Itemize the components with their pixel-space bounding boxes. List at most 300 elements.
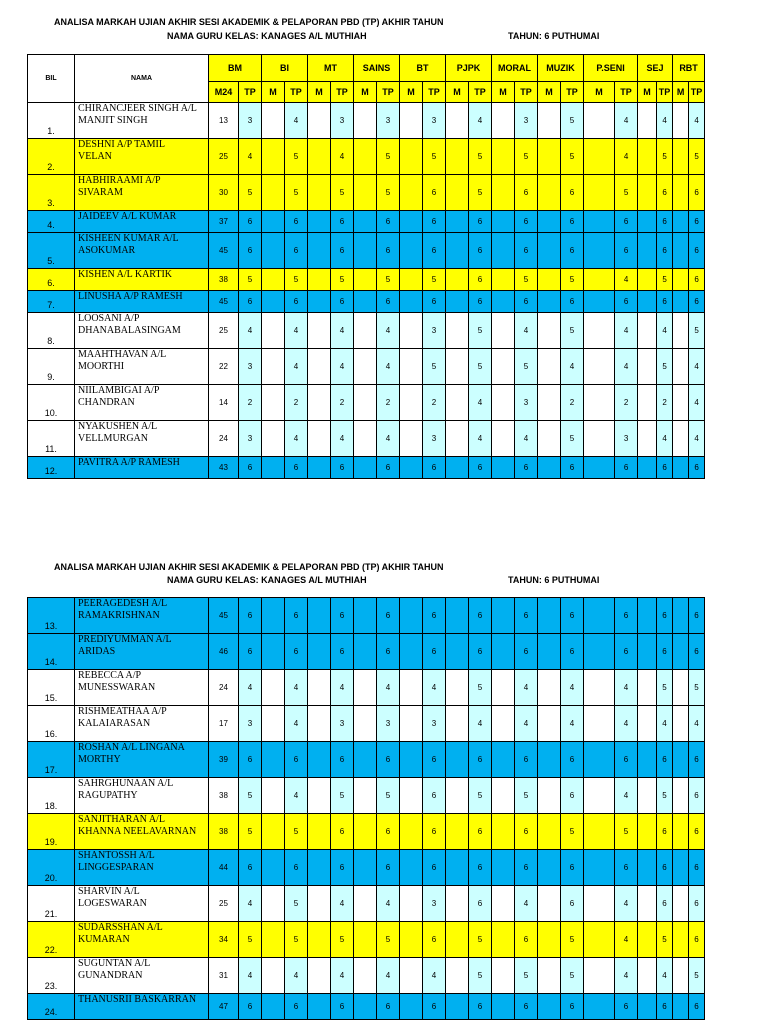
tp-cell: 5	[377, 269, 400, 291]
mark-cell	[446, 291, 469, 313]
mark-cell	[354, 922, 377, 958]
tp-cell: 4	[615, 349, 638, 385]
tp-cell: 5	[689, 313, 705, 349]
mark-cell	[262, 291, 285, 313]
tp-cell: 4	[331, 421, 354, 457]
mark-cell	[492, 706, 515, 742]
tp-cell: 4	[331, 313, 354, 349]
tp-cell: 6	[615, 598, 638, 634]
tp-cell: 6	[377, 994, 400, 1020]
tp-cell: 5	[515, 778, 538, 814]
row-number: 1.	[28, 103, 75, 139]
mark-cell	[673, 103, 689, 139]
tp-cell: 5	[469, 313, 492, 349]
tp-cell: 3	[615, 421, 638, 457]
tp-cell: 6	[515, 814, 538, 850]
tp-cell: 6	[377, 850, 400, 886]
student-row	[28, 175, 705, 211]
mark-cell	[584, 814, 615, 850]
mark-cell	[538, 457, 561, 479]
column-header-mark: M	[354, 82, 377, 103]
mark-cell	[400, 291, 423, 313]
mark-cell	[354, 175, 377, 211]
tp-cell: 6	[423, 598, 446, 634]
tp-cell: 6	[689, 269, 705, 291]
tp-cell: 5	[657, 670, 673, 706]
student-row	[28, 814, 705, 850]
mark-cell	[584, 421, 615, 457]
tp-cell: 5	[515, 958, 538, 994]
mark-cell	[638, 886, 657, 922]
column-header-mark: M	[638, 82, 657, 103]
tp-cell: 6	[689, 742, 705, 778]
tp-cell: 4	[615, 706, 638, 742]
mark-cell	[446, 211, 469, 233]
tp-cell: 6	[689, 922, 705, 958]
column-header-mark: M	[492, 82, 515, 103]
mark-cell	[638, 670, 657, 706]
mark-cell	[446, 814, 469, 850]
mark-cell	[584, 457, 615, 479]
tp-cell: 5	[423, 349, 446, 385]
mark-cell	[673, 269, 689, 291]
student-row	[28, 139, 705, 175]
mark-cell	[584, 778, 615, 814]
mark-cell	[400, 994, 423, 1020]
mark-cell	[638, 291, 657, 313]
tp-cell: 5	[469, 922, 492, 958]
mark-cell: 25	[209, 139, 239, 175]
mark-cell	[584, 742, 615, 778]
tp-cell: 5	[469, 670, 492, 706]
tp-cell: 6	[561, 850, 584, 886]
column-header-nama: NAMA	[75, 55, 209, 103]
mark-cell	[308, 175, 331, 211]
mark-cell	[446, 886, 469, 922]
tp-cell: 5	[561, 103, 584, 139]
tp-cell: 6	[423, 742, 446, 778]
column-header-subject: RBT	[673, 55, 705, 82]
tp-cell: 6	[239, 634, 262, 670]
tp-cell: 5	[615, 814, 638, 850]
tp-cell: 5	[285, 814, 308, 850]
mark-cell	[538, 958, 561, 994]
mark-cell	[354, 103, 377, 139]
student-name: CHIRANCJEER SINGH A/L MANJIT SINGH	[75, 103, 209, 139]
tp-cell: 3	[423, 313, 446, 349]
column-header-tp: TP	[561, 82, 584, 103]
tp-cell: 5	[561, 922, 584, 958]
tp-cell: 4	[377, 421, 400, 457]
tp-cell: 5	[285, 175, 308, 211]
row-number: 8.	[28, 313, 75, 349]
tp-cell: 6	[689, 457, 705, 479]
tp-cell: 4	[285, 670, 308, 706]
mark-cell	[673, 922, 689, 958]
mark-cell	[538, 778, 561, 814]
column-header-subject: BT	[400, 55, 446, 82]
mark-cell: 44	[209, 850, 239, 886]
mark-cell	[354, 457, 377, 479]
mark-cell	[308, 421, 331, 457]
mark-cell	[538, 922, 561, 958]
report-title: ANALISA MARKAH UJIAN AKHIR SESI AKADEMIK & PELAPORAN PBD (TP) AKHIR TAHUN	[54, 562, 444, 572]
mark-cell	[538, 670, 561, 706]
tp-cell: 6	[469, 457, 492, 479]
column-header-tp: TP	[515, 82, 538, 103]
column-header-tp: TP	[469, 82, 492, 103]
student-name: LINUSHA A/P RAMESH	[75, 291, 209, 313]
tp-cell: 4	[657, 421, 673, 457]
tp-cell: 6	[285, 233, 308, 269]
tp-cell: 6	[285, 742, 308, 778]
mark-cell	[308, 706, 331, 742]
student-name: SUDARSSHAN A/L KUMARAN	[75, 922, 209, 958]
tp-cell: 4	[615, 670, 638, 706]
column-header-tp: TP	[423, 82, 446, 103]
mark-cell: 38	[209, 814, 239, 850]
mark-cell	[308, 958, 331, 994]
mark-cell	[262, 814, 285, 850]
mark-cell	[308, 313, 331, 349]
column-header-subject: BI	[262, 55, 308, 82]
tp-cell: 6	[615, 291, 638, 313]
tp-cell: 6	[331, 634, 354, 670]
tp-cell: 6	[657, 291, 673, 313]
mark-cell	[400, 139, 423, 175]
mark-cell	[446, 139, 469, 175]
mark-cell	[584, 958, 615, 994]
mark-cell	[538, 850, 561, 886]
tp-cell: 4	[377, 958, 400, 994]
tp-cell: 2	[561, 385, 584, 421]
mark-cell	[492, 313, 515, 349]
tp-cell: 3	[423, 421, 446, 457]
tp-cell: 6	[561, 886, 584, 922]
mark-cell: 24	[209, 670, 239, 706]
mark-cell	[673, 994, 689, 1020]
mark-cell	[308, 670, 331, 706]
mark-cell	[262, 922, 285, 958]
mark-cell	[262, 385, 285, 421]
mark-cell	[538, 211, 561, 233]
tp-cell: 4	[285, 958, 308, 994]
mark-cell	[673, 385, 689, 421]
mark-cell	[400, 421, 423, 457]
mark-cell	[400, 598, 423, 634]
mark-cell	[262, 706, 285, 742]
tp-cell: 6	[469, 269, 492, 291]
student-name: SHARVIN A/L LOGESWARAN	[75, 886, 209, 922]
mark-cell	[673, 670, 689, 706]
mark-cell	[538, 886, 561, 922]
mark-cell: 46	[209, 634, 239, 670]
mark-cell	[638, 233, 657, 269]
tp-cell: 6	[239, 211, 262, 233]
mark-cell	[673, 421, 689, 457]
tp-cell: 4	[689, 103, 705, 139]
tp-cell: 5	[377, 139, 400, 175]
mark-cell	[538, 139, 561, 175]
mark-cell	[673, 886, 689, 922]
mark-cell	[492, 421, 515, 457]
mark-cell	[446, 598, 469, 634]
student-name: NIILAMBIGAI A/P CHANDRAN	[75, 385, 209, 421]
tp-cell: 6	[285, 291, 308, 313]
tp-cell: 5	[285, 139, 308, 175]
tp-cell: 5	[515, 269, 538, 291]
mark-cell	[492, 850, 515, 886]
mark-cell: 13	[209, 103, 239, 139]
mark-cell: 47	[209, 994, 239, 1020]
tp-cell: 6	[377, 634, 400, 670]
column-header-mark: M	[446, 82, 469, 103]
mark-cell	[538, 994, 561, 1020]
mark-cell: 45	[209, 291, 239, 313]
tp-cell: 6	[561, 994, 584, 1020]
tp-cell: 3	[239, 421, 262, 457]
tp-cell: 6	[239, 598, 262, 634]
tp-cell: 6	[657, 850, 673, 886]
tp-cell: 6	[469, 742, 492, 778]
student-row	[28, 922, 705, 958]
column-header-subject: SEJ	[638, 55, 673, 82]
tp-cell: 4	[285, 349, 308, 385]
tp-cell: 5	[239, 175, 262, 211]
mark-cell	[400, 385, 423, 421]
mark-cell	[673, 349, 689, 385]
mark-cell	[262, 233, 285, 269]
tp-cell: 6	[331, 814, 354, 850]
mark-cell	[638, 850, 657, 886]
tp-cell: 6	[239, 233, 262, 269]
student-name: THANUSRII BASKARRAN	[75, 994, 209, 1020]
tp-cell: 6	[689, 814, 705, 850]
mark-cell	[262, 457, 285, 479]
tp-cell: 4	[285, 778, 308, 814]
tp-cell: 6	[657, 598, 673, 634]
mark-cell	[308, 291, 331, 313]
mark-cell	[638, 313, 657, 349]
tp-cell: 6	[423, 457, 446, 479]
student-name: HABHIRAAMI A/P SIVARAM	[75, 175, 209, 211]
row-number: 9.	[28, 349, 75, 385]
tp-cell: 4	[515, 670, 538, 706]
row-number: 4.	[28, 211, 75, 233]
tp-cell: 6	[469, 598, 492, 634]
mark-cell	[638, 103, 657, 139]
tp-cell: 6	[689, 598, 705, 634]
mark-cell: 38	[209, 269, 239, 291]
student-name: SANJITHARAN A/L KHANNA NEELAVARNAN	[75, 814, 209, 850]
tp-cell: 4	[689, 706, 705, 742]
tp-cell: 6	[657, 814, 673, 850]
tp-cell: 4	[615, 313, 638, 349]
mark-cell	[492, 103, 515, 139]
column-header-subject: MT	[308, 55, 354, 82]
tp-cell: 2	[377, 385, 400, 421]
mark-cell	[262, 211, 285, 233]
tp-cell: 4	[469, 706, 492, 742]
mark-cell	[638, 994, 657, 1020]
tp-cell: 6	[561, 233, 584, 269]
mark-cell	[446, 958, 469, 994]
mark-cell	[446, 742, 469, 778]
tp-cell: 6	[423, 994, 446, 1020]
tp-cell: 6	[377, 291, 400, 313]
mark-cell	[673, 814, 689, 850]
mark-cell: 22	[209, 349, 239, 385]
mark-cell	[400, 922, 423, 958]
tp-cell: 3	[239, 706, 262, 742]
tp-cell: 3	[331, 103, 354, 139]
mark-cell	[400, 886, 423, 922]
mark-cell: 25	[209, 886, 239, 922]
mark-cell: 34	[209, 922, 239, 958]
tp-cell: 4	[469, 421, 492, 457]
mark-cell	[262, 634, 285, 670]
student-row	[28, 269, 705, 291]
tp-cell: 5	[285, 886, 308, 922]
mark-cell	[538, 103, 561, 139]
tp-cell: 4	[615, 886, 638, 922]
tp-cell: 6	[515, 598, 538, 634]
tp-cell: 4	[331, 349, 354, 385]
mark-cell	[262, 139, 285, 175]
tp-cell: 4	[469, 103, 492, 139]
mark-cell	[638, 814, 657, 850]
tp-cell: 6	[615, 211, 638, 233]
mark-cell: 45	[209, 598, 239, 634]
tp-cell: 4	[239, 958, 262, 994]
mark-cell	[638, 421, 657, 457]
mark-cell	[308, 233, 331, 269]
tp-cell: 3	[423, 103, 446, 139]
tp-cell: 5	[331, 269, 354, 291]
tp-cell: 6	[657, 233, 673, 269]
tp-cell: 6	[331, 291, 354, 313]
mark-cell: 17	[209, 706, 239, 742]
tp-cell: 5	[561, 139, 584, 175]
mark-cell	[638, 922, 657, 958]
mark-cell	[308, 211, 331, 233]
tp-cell: 4	[561, 349, 584, 385]
tp-cell: 4	[657, 313, 673, 349]
mark-cell	[446, 634, 469, 670]
student-row	[28, 634, 705, 670]
mark-cell	[354, 211, 377, 233]
column-header-bil: BIL	[28, 55, 75, 103]
mark-cell: 43	[209, 457, 239, 479]
tp-cell: 5	[689, 670, 705, 706]
tp-cell: 6	[377, 233, 400, 269]
column-header-mark: M	[584, 82, 615, 103]
mark-cell	[673, 634, 689, 670]
class-year: TAHUN: 6 PUTHUMAI	[508, 575, 600, 585]
tp-cell: 6	[469, 634, 492, 670]
mark-cell	[446, 103, 469, 139]
tp-cell: 4	[689, 385, 705, 421]
tp-cell: 6	[561, 634, 584, 670]
tp-cell: 6	[689, 233, 705, 269]
tp-cell: 4	[331, 958, 354, 994]
tp-cell: 6	[469, 994, 492, 1020]
mark-cell	[354, 233, 377, 269]
mark-cell: 45	[209, 233, 239, 269]
tp-cell: 5	[377, 175, 400, 211]
tp-cell: 4	[423, 670, 446, 706]
tp-cell: 5	[239, 922, 262, 958]
mark-cell	[400, 670, 423, 706]
mark-cell	[446, 175, 469, 211]
tp-cell: 5	[515, 139, 538, 175]
student-row	[28, 742, 705, 778]
tp-cell: 4	[689, 349, 705, 385]
mark-cell	[638, 634, 657, 670]
mark-cell	[354, 634, 377, 670]
tp-cell: 4	[689, 421, 705, 457]
mark-cell	[673, 211, 689, 233]
mark-cell	[673, 850, 689, 886]
student-row	[28, 706, 705, 742]
mark-cell	[492, 269, 515, 291]
tp-cell: 6	[657, 886, 673, 922]
mark-cell: 39	[209, 742, 239, 778]
mark-cell	[400, 850, 423, 886]
tp-cell: 4	[615, 139, 638, 175]
mark-cell	[492, 457, 515, 479]
student-name: REBECCA A/P MUNESSWARAN	[75, 670, 209, 706]
tp-cell: 4	[515, 313, 538, 349]
mark-cell	[354, 994, 377, 1020]
mark-cell	[673, 313, 689, 349]
student-row	[28, 778, 705, 814]
tp-cell: 4	[331, 670, 354, 706]
mark-cell	[262, 670, 285, 706]
tp-cell: 6	[689, 634, 705, 670]
mark-cell	[584, 233, 615, 269]
mark-cell: 37	[209, 211, 239, 233]
mark-cell	[584, 349, 615, 385]
mark-cell: 24	[209, 421, 239, 457]
tp-cell: 5	[689, 958, 705, 994]
row-number: 17.	[28, 742, 75, 778]
tp-cell: 4	[561, 706, 584, 742]
tp-cell: 5	[285, 269, 308, 291]
tp-cell: 6	[657, 994, 673, 1020]
tp-cell: 5	[239, 269, 262, 291]
row-number: 7.	[28, 291, 75, 313]
tp-cell: 6	[515, 850, 538, 886]
tp-cell: 4	[377, 670, 400, 706]
mark-cell	[262, 269, 285, 291]
mark-cell	[308, 139, 331, 175]
mark-cell	[308, 994, 331, 1020]
tp-cell: 6	[515, 233, 538, 269]
mark-cell	[308, 922, 331, 958]
mark-cell	[262, 598, 285, 634]
mark-cell	[638, 139, 657, 175]
tp-cell: 5	[561, 958, 584, 994]
student-row	[28, 313, 705, 349]
mark-cell	[262, 103, 285, 139]
tp-cell: 6	[285, 211, 308, 233]
tp-cell: 6	[469, 886, 492, 922]
mark-cell	[400, 103, 423, 139]
mark-cell	[400, 778, 423, 814]
column-header-tp: TP	[239, 82, 262, 103]
tp-cell: 4	[615, 103, 638, 139]
